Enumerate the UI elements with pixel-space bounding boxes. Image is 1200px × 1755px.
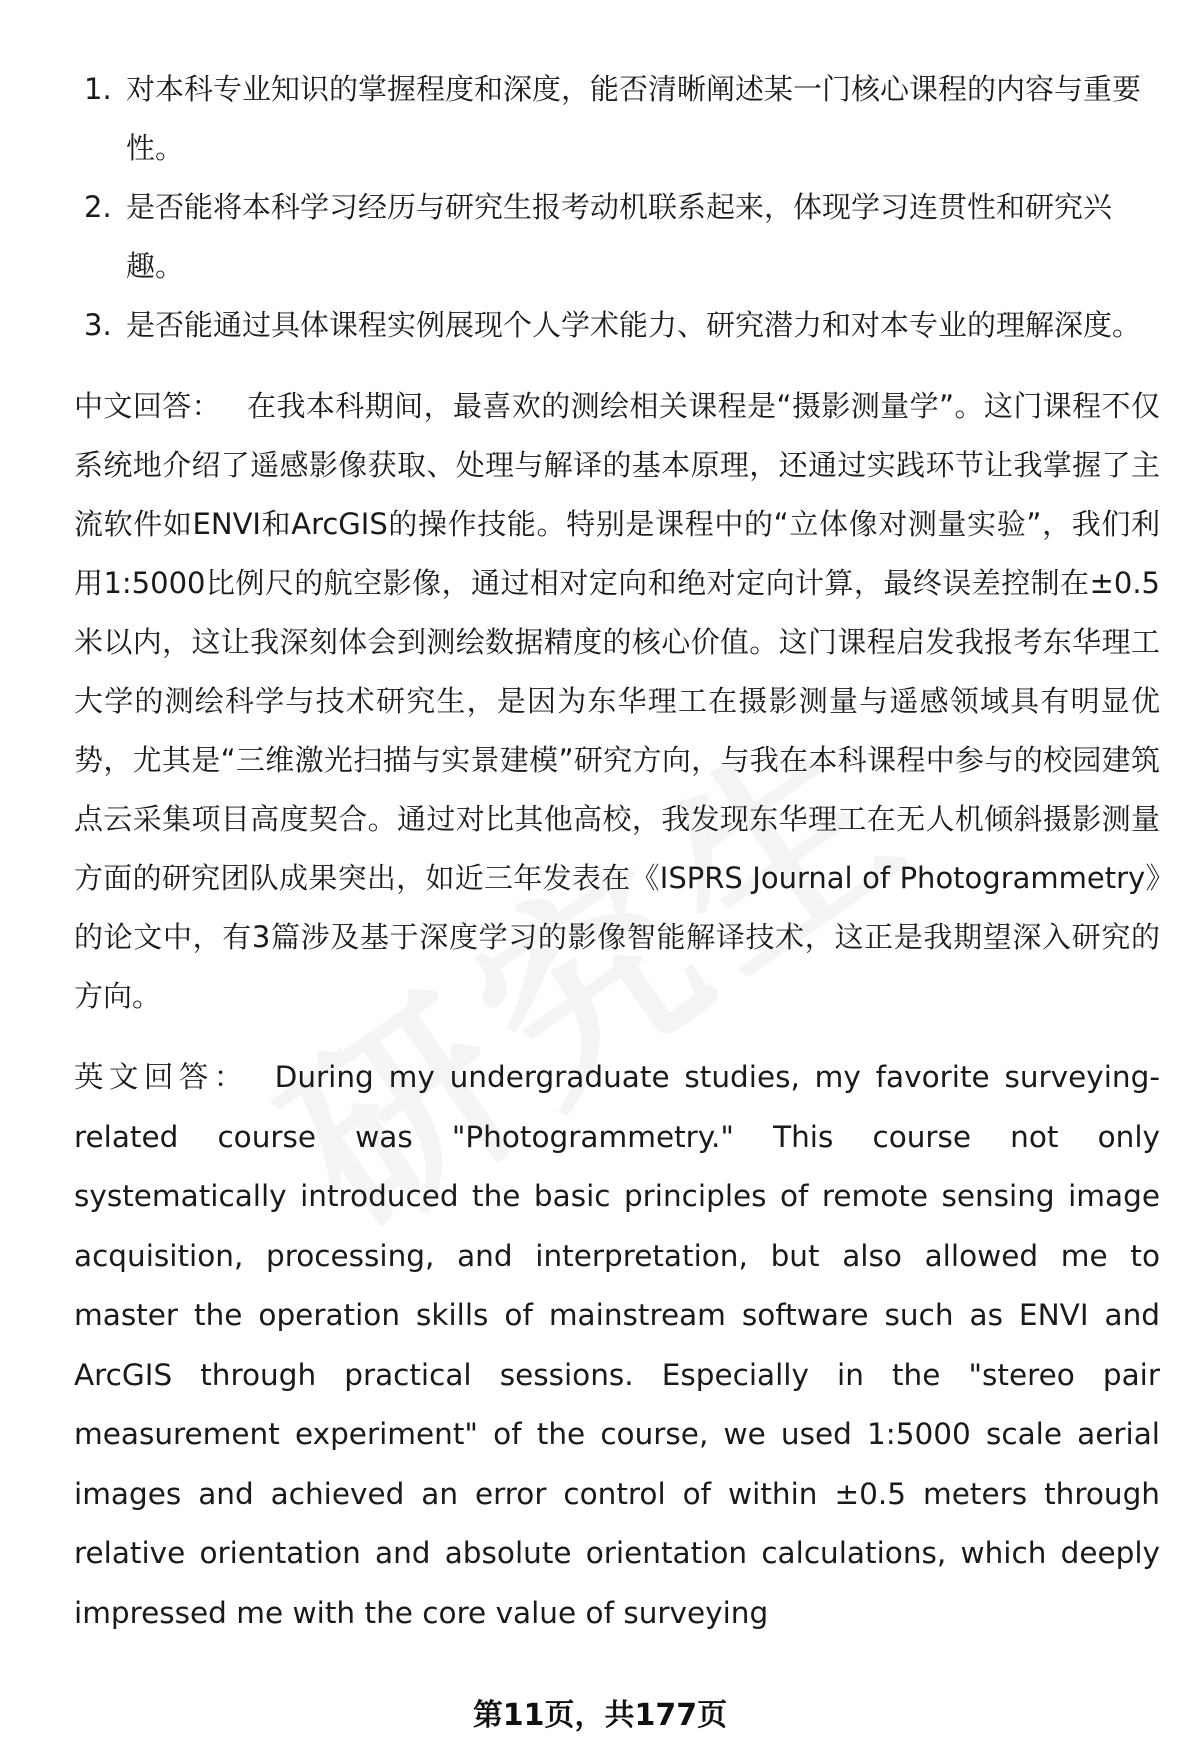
evaluation-criteria-list <box>74 60 1160 355</box>
list-item-text: 对本科专业知识的掌握程度和深度，能否清晰阐述某一门核心课程的内容与重要性。 <box>126 72 1142 165</box>
chinese-answer-label: 中文回答： <box>74 389 222 423</box>
list-item <box>74 60 1160 178</box>
chinese-answer-text: 在我本科期间，最喜欢的测绘相关课程是“摄影测量学”。这门课程不仅系统地介绍了遥感影像获取、处理与解译的基本原理，还通过实践环节让我掌握了主流软件如ENVI和ArcGIS的操作技能。特别是课程中的“立体像对测量实验”，我们利用1:5000比例尺的航空影像，通过相对定向和绝对定向计算，最终误差控制在±0.5米以内，这让我深刻体会到测绘数据精度的核心价值。这门课程启发我报考东华理工大学的测绘科学与技术研究生，是因为东华理工在摄影测量与遥感领域具有明显优势，尤其是“三维激光扫描与实景建模”研究方向，与我在本科课程中参与的校园建筑点云采集项目高度契合。通过对比其他高校，我发现东华理工在无人机倾斜摄影测量方面的研究团队成果突出，如近三年发表在《ISPRS Journal of Photogrammetry》的论文中，有3篇涉及基于深度学习的影像智能解译技术，这正是我期望深入研究的方向。 <box>74 389 1160 1013</box>
english-answer-label: 英文回答： <box>74 1060 249 1094</box>
english-answer-paragraph <box>74 1048 1160 1643</box>
list-item-number: 2. <box>84 190 112 224</box>
document-body <box>74 60 1160 1643</box>
english-answer-text: During my undergraduate studies, my favorite surveying-related course was "Photogrammetry." This course not only systematically introduced the basic principles of remote sensing image acquisition, processing, and interpretation, but also allowed me to master the operation skills of mainstream software such as ENVI and ArcGIS through practical sessions. Especially in the "stereo pair measurement experiment" of the course, we used 1:5000 scale aerial images and achieved an error control of within ±0.5 meters through relative orientation and absolute orientation calculations, which deeply impressed me with the core value of surveying <box>74 1060 1160 1630</box>
list-item-number: 1. <box>84 72 112 106</box>
list-item-text: 是否能将本科学习经历与研究生报考动机联系起来，体现学习连贯性和研究兴趣。 <box>126 190 1113 283</box>
list-item-text: 是否能通过具体课程实例展现个人学术能力、研究潜力和对本专业的理解深度。 <box>126 308 1142 342</box>
list-item <box>74 296 1160 355</box>
chinese-answer-paragraph <box>74 377 1160 1026</box>
list-item-number: 3. <box>84 308 112 342</box>
list-item <box>74 178 1160 296</box>
page-number-footer: 第11页，共177页 <box>472 1698 728 1733</box>
